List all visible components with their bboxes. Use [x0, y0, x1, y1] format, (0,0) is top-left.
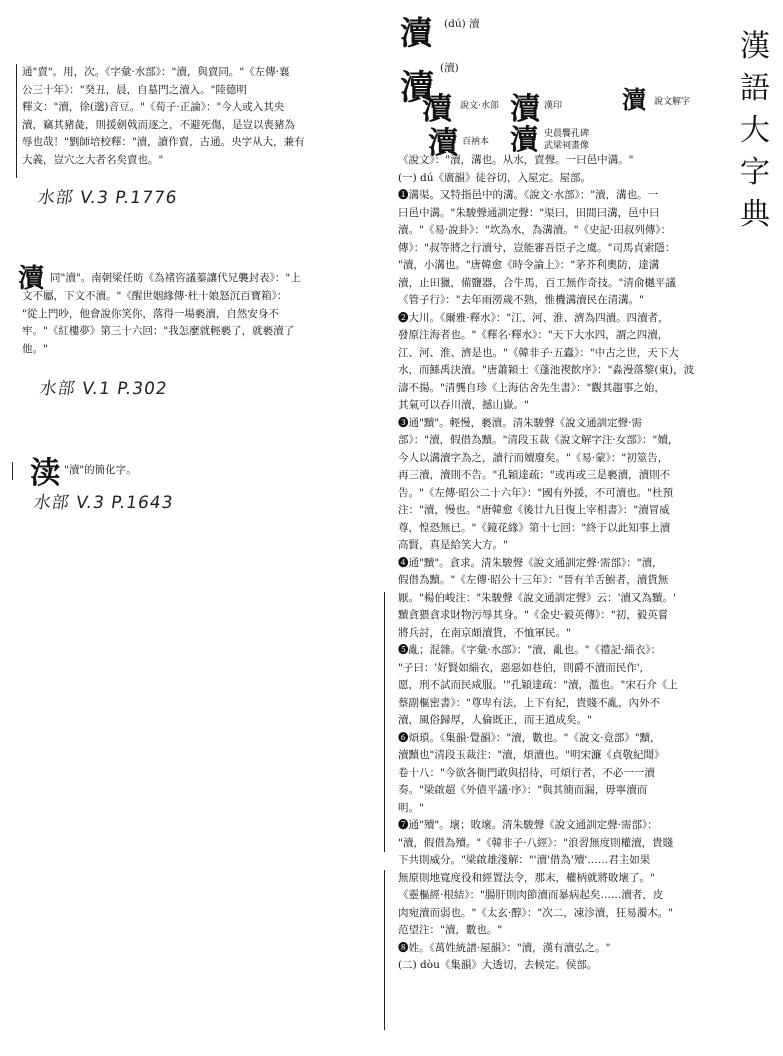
- form-char-1: 瀆: [400, 68, 434, 108]
- text-line: 將兵討，在南京頗瀆貨，不恤軍民。": [398, 626, 571, 639]
- form-char-4: 瀆: [622, 85, 646, 114]
- entry-2: [50, 270, 380, 288]
- text-line: 《靈樞經·根結》："腸肝則肉節瀆而暴病起矣……瀆者，皮: [398, 889, 664, 901]
- title-char: 漢: [740, 29, 770, 64]
- form-char-6: 瀆: [510, 123, 539, 156]
- text-line: 奏。"梁啟超《外債平議·序》："與其簡而漏，毋寧瀆而: [398, 784, 648, 796]
- text-line: 瀆，風俗歸厚，人倫既正，而王道成矣。": [398, 714, 592, 726]
- text-line: 《管子行》："去年雨澇歲不熟，惟機溝瀆民在清溝。": [398, 294, 644, 306]
- text-line: 發原注海者也。"《釋名·釋水》："天下大水四，謂之四瀆，: [398, 329, 669, 341]
- text-line: 公三十年》："癸丑，晨，自墓門之瀆入。"陸德明: [22, 83, 247, 96]
- text-line: 傳》："叔等將之行瀆兮，豈能審吾臣子之虞。"司馬貞索隱：: [398, 241, 676, 254]
- text-line: 無原則地寬度役和經置法令，那末，權柄就將敗壞了。": [398, 871, 655, 884]
- form-caption: 武梁祠畫像: [544, 141, 590, 151]
- margin-rule-left: [16, 64, 17, 178]
- margin-rule-right: [384, 592, 385, 852]
- text-line: 江、河、淮、濟是也。"《韓非子·五蠹》："中古之世，天下大: [398, 346, 679, 359]
- text-line: 高賢，真是給笑大方。": [398, 539, 508, 551]
- text-line: "從上門吵，他會說你笑你，落得一場褻瀆，自然安身不: [22, 307, 279, 320]
- title-char: 大: [740, 113, 770, 148]
- text-line: ❶溝渠。又特指邑中的溝。《說文·水部》："瀆，溝也。一: [398, 189, 659, 201]
- text-line: 《說文》："瀆，溝也。从水，賣聲。一曰邑中溝。": [398, 154, 634, 166]
- text-line: "子曰：'好賢如緇衣，惡惡如巷伯，則爵不瀆而民作',: [398, 661, 643, 674]
- text-line: 瀆。"《易·說卦》："坎為水，為溝瀆。"《史記·田叔列傳》：: [398, 224, 672, 236]
- form-char-2: 瀆: [422, 92, 452, 127]
- text-line: 他。": [22, 342, 48, 355]
- text-line: 其氣可以吞川瀆，撼山嶽。": [398, 399, 529, 411]
- text-line: 下共則威分。"梁啟雄淺解："'瀆'借為'殰'……君主如果: [398, 854, 651, 866]
- entry-2-cont: [22, 288, 380, 358]
- text-line: 卷十八："今欲各衙門敢與招待，可煩行者，不必一一瀆: [398, 766, 655, 779]
- headword-reading: (dú) 瀆: [444, 18, 480, 30]
- entry-1: [22, 64, 377, 169]
- text-line: 黷貪猥貪求財物污辱其身。"《金史·毅英傳》："初，毅英嘗: [398, 609, 669, 621]
- text-line: ❺亂；混雜。《字彙·水部》："瀆，亂也。"《禮記·緇衣》：: [398, 644, 662, 656]
- text-line: 蔡副樞密書》："尊卑有法，上下有紀，貴賤不亂，內外不: [398, 696, 661, 709]
- text-line: (一) dú《廣韻》徒谷切，入屋定。屋部。: [398, 171, 592, 184]
- entry-3-head-char: 渎: [30, 456, 60, 491]
- text-line: ❹通"黷"。貪求。清朱駿聲《說文通訓定聲·需部》："瀆，: [398, 556, 663, 569]
- title-char: 典: [740, 197, 770, 232]
- text-line: 通"賣"。用，次。《字彙·水部》："瀆，與賣同。"《左傳·襄: [22, 66, 290, 78]
- text-line: 范望注："瀆，數也。": [398, 924, 503, 936]
- handwritten-note-3: 水部 V.3 P.1643: [32, 493, 175, 513]
- text-line: 曰邑中溝。"朱駿聲通訓定聲："渠曰，田間曰溝，邑中曰: [398, 206, 660, 219]
- text-line: 告。"《左傳·昭公二十六年》："國有外援，不可瀆也。"杜預: [398, 486, 674, 499]
- text-line: 假借為黷。"《左傳·昭公十三年》："晉有羊舌鮒者，瀆貨無: [398, 574, 669, 586]
- title-char: 字: [740, 155, 770, 190]
- form-caption: 說文·水部: [460, 101, 499, 111]
- text-line: 水，而鯀禹決瀆。"唐蕭穎士《蓬池禊飲序》："淼漫落黎(東)，波: [398, 364, 695, 376]
- margin-rule-right-2: [384, 870, 385, 1030]
- handwritten-note-1: 水部 V.3 P.1776: [36, 188, 179, 208]
- title-char: 語: [740, 71, 770, 106]
- text-line: "瀆，假借為殰。"《韓非子·八經》："浪習無度則權瀆，貴賤: [398, 836, 674, 849]
- text-line: (二) dòu《集韻》大透切，去候定。侯部。: [398, 959, 598, 971]
- form-caption: 漢印: [544, 101, 563, 111]
- text-line: ❷大川。《爾雅·釋水》："江、河、淮、濟為四瀆。四瀆者，: [398, 311, 669, 324]
- bracket-label: (瀆): [440, 62, 459, 74]
- book-title-vertical: [736, 26, 774, 236]
- form-caption: 說文解字: [654, 97, 691, 107]
- text-line: 辱也哉！"劉師培校釋："瀆，讀作賣，古通。央字从大，兼有: [22, 136, 305, 148]
- entry-2-head-char: 瀆: [18, 264, 45, 294]
- handwritten-note-2: 水部 V.1 P.302: [38, 379, 169, 399]
- text-line: 牢。"《紅樓夢》第三十六回："我怎麼就輕褻了，就褻瀆了: [22, 325, 295, 337]
- text-line: ❻煩瑣。《集韻·覺韻》："瀆，數也。"《說文·竟部》"黷，: [398, 731, 661, 744]
- form-caption: 百衲本: [462, 137, 490, 147]
- text-line: ❼通"殰"。壞；敗壞。清朱駿聲《說文通訓定聲·需部》：: [398, 819, 658, 831]
- right-body: [398, 152, 728, 975]
- text-line: ❽姓。《萬姓統譜·屋韻》："瀆，漢有瀆弘之。": [398, 941, 611, 954]
- text-line: 釋文："瀆，徐(邈)音豆。"《荀子·正論》："今人或入其央: [22, 101, 285, 113]
- text-line: 瀆，竊其豬彘，則援劍戟而逐之，不避死傷，是豈以喪豬為: [22, 118, 295, 131]
- margin-rule-left-2: [12, 462, 13, 480]
- text-line: 再三瀆，瀆則不告。"孔穎達疏："或再或三是褻瀆，瀆則不: [398, 469, 671, 481]
- text-line: 愿，刑不試而民咸服。'"孔穎達疏："瀆，濫也。"宋石介《上: [398, 679, 678, 691]
- text-line: 濤不揚。"清龔自珍《上海估舍先生書》："觀其趨事之始，: [398, 381, 665, 394]
- text-line: 今人以溝瀆字為之，讀行而嬻廢矣。"《易·蒙》："初筮告，: [398, 451, 669, 464]
- text-line: 瀆黷也"清段玉裁注："瀆，煩瀆也。"明宋濂《貞敬紀聞》: [398, 749, 665, 761]
- text-line: ❸通"黷"。輕慢，褻瀆。清朱駿聲《說文通訓定聲·需: [398, 416, 642, 429]
- text-line: "瀆，小溝也。"唐韓愈《時令論上》："茅芥利奧防，達溝: [398, 259, 660, 271]
- text-line: 尊，惶恐無已。"《鏡花緣》第十七回："終于以此知事上瀆: [398, 521, 671, 534]
- text-line: 注："瀆，慢也。"唐韓愈《後廿九日復上宰相書》："瀆冒威: [398, 504, 670, 516]
- text-line: 文不屬，下文不瀆。"《醒世姻緣傳·杜十娘怒沉百寶箱》：: [22, 290, 288, 302]
- text-line: 明。": [398, 801, 424, 814]
- text-line: 大義，豈穴之大者名矣賣也。": [22, 153, 164, 166]
- text-line: 瀆，止田獵，備鹽器，合牛馬，百工無作奇技。"清俞樾平議: [398, 276, 676, 289]
- entry-3-text: "瀆"的簡化字。: [64, 464, 137, 476]
- form-char-3: 瀆: [510, 92, 540, 127]
- text-line: 肉宛瀆而弱也。"《太玄·醇》："次二，凍沴瀆，狂易濁木。": [398, 906, 674, 919]
- form-char-5: 瀆: [428, 126, 458, 161]
- headword-char: 瀆: [400, 14, 433, 52]
- text-line: 部》："瀆，假借為黷。"清段玉裁《說文解字注·女部》："嬻，: [398, 434, 679, 446]
- form-caption: 史晨饗孔碑: [544, 129, 590, 139]
- text-line: 同"瀆"。南朝梁任昉《為褚咨議蓁讓代兄襲封表》："上: [50, 272, 301, 284]
- text-line: 厭。"楊伯峻注："朱駿聲《說文通訓定聲》云：'瀆又為黷。': [398, 591, 676, 604]
